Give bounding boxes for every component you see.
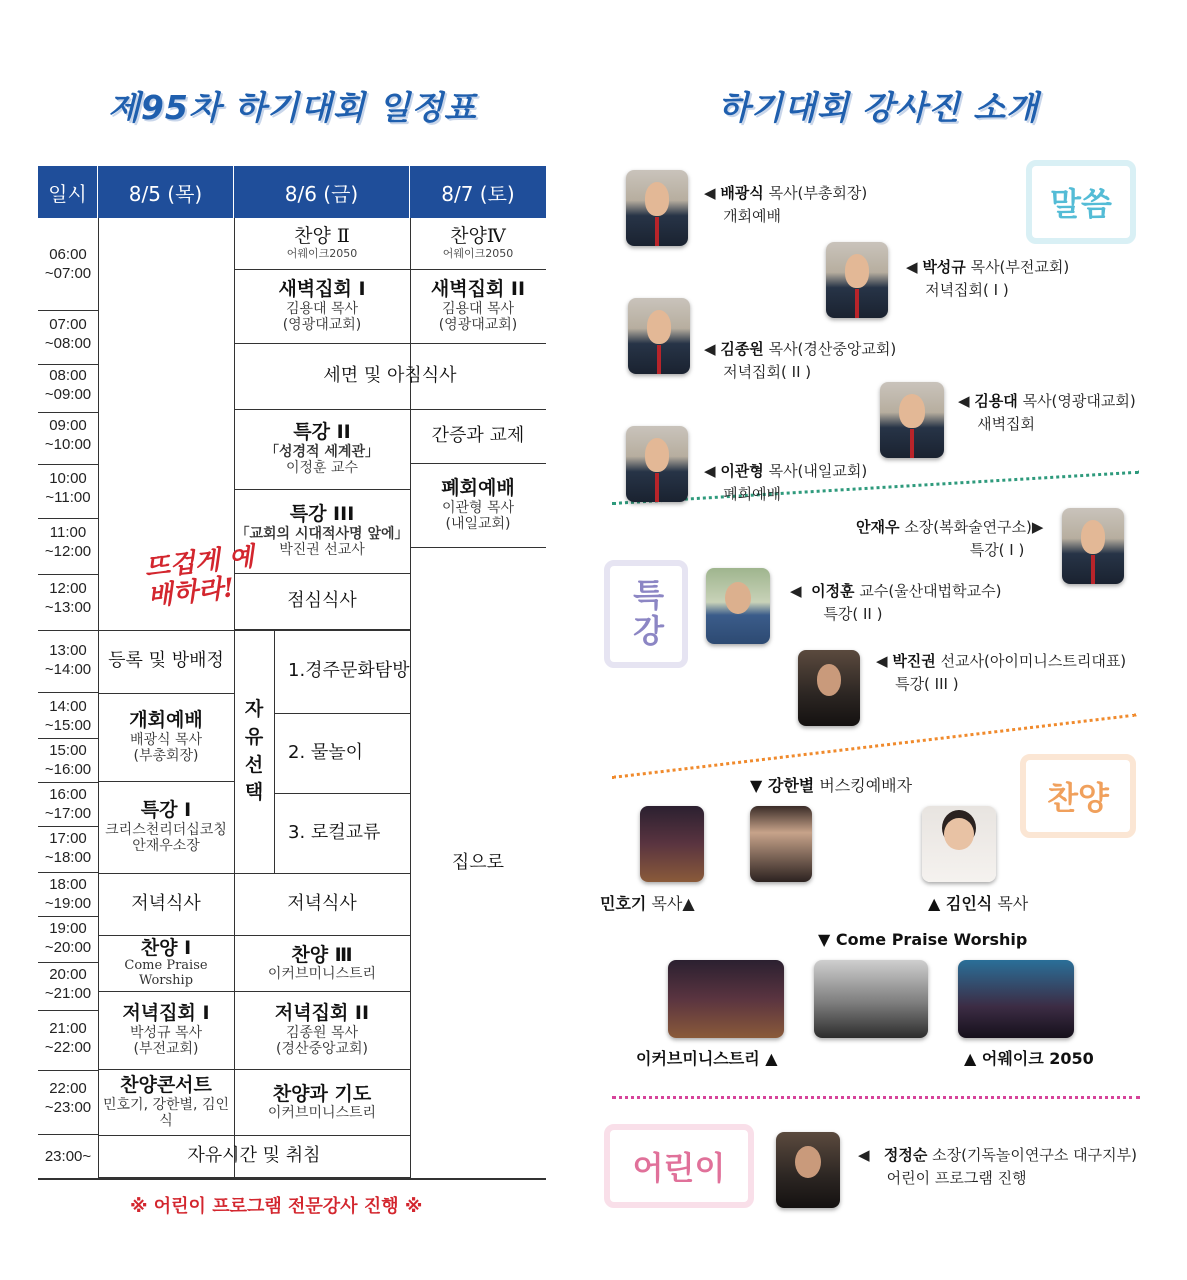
time-2000: 20:00 ~21:00 (44, 966, 92, 1002)
time-1400: 14:00 ~15:00 (44, 698, 92, 734)
photo-kim-is (922, 806, 996, 882)
time-1900: 19:00 ~20:00 (44, 920, 92, 956)
praise-3: 찬양 Ⅲ 이커브미니스트리 (234, 936, 410, 992)
praise-prayer: 찬양과 기도 이커브미니스트리 (234, 1070, 410, 1136)
slogan: 뜨겁게 예배하라! (143, 541, 256, 612)
free-choice: 자 유 선 택 (234, 630, 274, 874)
photo-lee-kh (626, 426, 688, 502)
photo-kang (750, 806, 812, 882)
photo-min (640, 806, 704, 882)
time-1800: 18:00 ~19:00 (44, 876, 92, 912)
cpw-caption: ▼ Come Praise Worship (818, 930, 1028, 949)
concert: 찬양콘서트 민호기, 강한별, 김인식 (98, 1070, 234, 1136)
time-2100: 21:00 ~22:00 (44, 1020, 92, 1056)
awake-caption: ▲ 어웨이크 2050 (964, 1049, 1094, 1068)
lunch: 점심식사 (234, 574, 410, 630)
time-0800: 08:00 ~09:00 (44, 367, 92, 403)
time-0900: 09:00 ~10:00 (44, 417, 92, 453)
header-day2: 8/6 (금) (234, 166, 410, 218)
speaker-lee-jh: ◀ 이정훈 교수(울산대법학교수) 특강( II ) (790, 582, 1002, 624)
photo-jung (776, 1132, 840, 1208)
speaker-bae: ◀ 배광식 목사(부총회장) 개회예배 (704, 184, 868, 226)
time-2300: 23:00~ (44, 1148, 92, 1165)
opening-worship: 개회예배 배광식 목사 (부총회장) (98, 694, 234, 782)
header-day3: 8/7 (토) (410, 166, 546, 218)
lecture-1: 특강 I 크리스천리더십코칭 안재우소장 (98, 782, 234, 874)
badge-children: 어린이 (604, 1124, 754, 1208)
go-home: 집으로 (451, 851, 505, 873)
header-day1: 8/5 (목) (98, 166, 234, 218)
dinner-day2: 저녁식사 (234, 874, 410, 936)
children-program-note: ※ 어린이 프로그램 전문강사 진행 ※ (130, 1196, 423, 1217)
photo-kim-yd (880, 382, 944, 458)
option-3: 3. 로컬교류 (274, 794, 410, 874)
speaker-park-sk: ◀ 박성규 목사(부전교회) 저녁집회( I ) (906, 258, 1070, 300)
schedule-title: 제95차 하기대회 일정표 (108, 88, 477, 127)
photo-cpw (814, 960, 928, 1038)
time-1000: 10:00 ~11:00 (45, 470, 91, 506)
badge-word: 말씀 (1026, 160, 1136, 244)
praise-2: 찬양 Ⅱ 어웨이크2050 (234, 218, 410, 270)
photo-park-sk (826, 242, 888, 318)
photo-kim-jw (628, 298, 690, 374)
header-time: 일시 (38, 166, 98, 218)
speaker-min: 민호기 목사▲ (600, 894, 695, 913)
speaker-kang: ▼ 강한별 버스킹예배자 (750, 776, 913, 795)
lecture-3: 특강 III 「교회의 시대적사명 앞에」 박진권 선교사 (234, 490, 410, 574)
speaker-lee-kh: ◀ 이관형 목사(내일교회) 폐회예배 (704, 462, 868, 504)
praise-4: 찬양Ⅳ 어웨이크2050 (410, 218, 546, 270)
speaker-kim-is: ▲ 김인식 목사 (928, 894, 1029, 913)
photo-bae (626, 170, 688, 246)
time-1500: 15:00 ~16:00 (44, 742, 92, 778)
time-1300: 13:00 ~14:00 (44, 642, 92, 678)
evening-1: 저녁집회 I 박성규 목사 (부전교회) (98, 992, 234, 1070)
badge-lecture: 특강 (604, 560, 688, 668)
speaker-jung: ◀ 정정순 소장(기독놀이연구소 대구지부) 어린이 프로그램 진행 (858, 1146, 1137, 1188)
dinner-day1: 저녁식사 (98, 874, 234, 936)
divider-green (612, 471, 1139, 505)
praise-1: 찬양 I Come Praise Worship (98, 936, 234, 992)
time-0700: 07:00 ~08:00 (44, 316, 92, 352)
speaker-ahn: 안재우 소장(복화술연구소)▶ 특강( I ) (856, 518, 1044, 560)
free-time: 자유시간 및 취침 (98, 1136, 410, 1178)
dawn-1: 새벽집회 I 김용대 목사 (영광대교회) (234, 270, 410, 344)
speakers-title: 하기대회 강사진 소개 (718, 88, 1039, 127)
photo-lee-jh (706, 568, 770, 644)
ikerv-caption: 이커브미니스트리 ▲ (636, 1049, 778, 1068)
photo-park-jk (798, 650, 860, 726)
option-1: 1.경주문화탐방 (274, 630, 410, 714)
evening-2: 저녁집회 II 김종원 목사 (경산중앙교회) (234, 992, 410, 1070)
testimony: 간증과 교제 (410, 410, 546, 464)
lecture-2: 특강 II 「성경적 세계관」 이정훈 교수 (234, 410, 410, 490)
photo-ikerv (668, 960, 784, 1038)
photo-ahn (1062, 508, 1124, 584)
photo-awake (958, 960, 1074, 1038)
speaker-park-jk: ◀ 박진권 선교사(아이미니스트리대표) 특강( III ) (876, 652, 1127, 694)
option-2: 2. 물놀이 (274, 714, 410, 794)
schedule-table (38, 166, 546, 1178)
speaker-kim-jw: ◀ 김종원 목사(경산중앙교회) 저녁집회( II ) (704, 340, 897, 382)
time-1600: 16:00 ~17:00 (44, 786, 92, 822)
time-2200: 22:00 ~23:00 (44, 1080, 92, 1116)
dawn-2: 새벽집회 II 김용대 목사 (영광대교회) (410, 270, 546, 344)
registration: 등록 및 방배정 (98, 630, 234, 694)
breakfast: 세면 및 아침식사 (234, 344, 546, 410)
divider-pink (612, 1096, 1140, 1099)
closing-worship: 폐회예배 이관형 목사 (내일교회) (410, 464, 546, 548)
time-1100: 11:00 ~12:00 (44, 524, 92, 560)
speaker-kim-yd: ◀ 김용대 목사(영광대교회) 새벽집회 (958, 392, 1136, 434)
badge-praise: 찬양 (1020, 754, 1136, 838)
time-0600: 06:00 ~07:00 (44, 246, 92, 282)
time-1700: 17:00 ~18:00 (44, 830, 92, 866)
time-1200: 12:00 ~13:00 (44, 580, 92, 616)
